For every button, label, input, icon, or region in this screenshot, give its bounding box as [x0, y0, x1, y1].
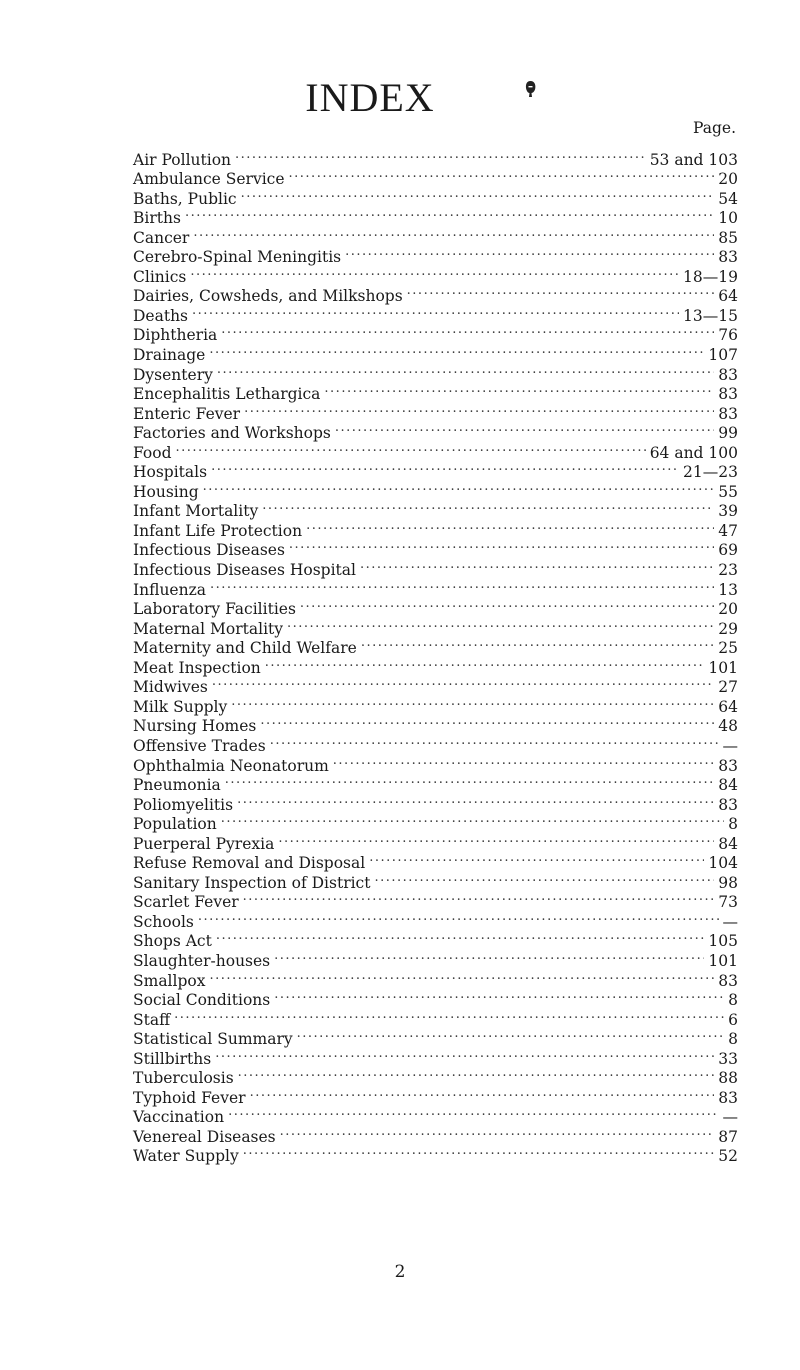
index-entry [133, 301, 738, 325]
index-entry-pages: 84 [718, 776, 738, 795]
index-entry-term: Schools [133, 912, 194, 931]
index-entry-term: Stillbirths [133, 1049, 212, 1068]
dot-leader [300, 595, 714, 615]
dot-leader [335, 419, 714, 439]
index-entry-pages: — [722, 736, 738, 755]
index-entry-pages: 47 [718, 521, 738, 540]
index-entry-pages: 23 [718, 561, 738, 580]
index-entry [133, 575, 738, 599]
index-entry-term: Hospitals [133, 463, 208, 482]
index-entry [133, 360, 738, 384]
index-entry [133, 458, 738, 482]
dot-leader [190, 262, 679, 282]
index-entry-term: Maternity and Child Welfare [133, 639, 357, 658]
index-entry-pages: 55 [718, 482, 738, 501]
dot-leader [176, 438, 646, 458]
index-entry-pages: 105 [708, 932, 738, 951]
index-entry-term: Cerebro-Spinal Meningitis [133, 248, 342, 267]
dot-leader [360, 555, 714, 575]
index-entry-term: Ophthalmia Neonatorum [133, 756, 329, 775]
index-entry-term: Scarlet Fever [133, 893, 239, 912]
index-entry-pages: 88 [718, 1069, 738, 1088]
dot-leader [407, 282, 715, 302]
index-entry-term: Infectious Diseases Hospital [133, 561, 356, 580]
index-entry-pages: 107 [708, 346, 738, 365]
index-entry-pages: 39 [718, 502, 738, 521]
index-entry [133, 438, 738, 462]
index-entry-term: Social Conditions [133, 991, 271, 1010]
index-entry-term: Smallpox [133, 971, 206, 990]
index-entry-term: Sanitary Inspection of District [133, 873, 371, 892]
dot-leader [260, 712, 714, 732]
index-entry-pages: 18—19 [683, 267, 738, 286]
index-entry [133, 1044, 738, 1068]
index-entry [133, 1064, 738, 1088]
index-entry-term: Housing [133, 482, 199, 501]
index-entry [133, 340, 738, 365]
index-entry-term: Population [133, 815, 217, 834]
index-entry-term: Staff [133, 1010, 171, 1029]
index-entry-term: Air Pollution [133, 150, 232, 169]
dot-leader [215, 1044, 714, 1064]
index-entry-term: Shops Act [133, 932, 212, 951]
index-entry [133, 262, 738, 286]
index-entry-term: Influenza [133, 580, 206, 599]
index-entry [133, 673, 738, 697]
index-entry-pages: 98 [718, 873, 738, 892]
index-entry-term: Ambulance Service [133, 170, 285, 189]
index-entry-pages: 101 [708, 951, 738, 970]
index-entry-pages: 54 [718, 189, 738, 208]
dot-leader [324, 380, 714, 400]
index-entry-pages: 83 [718, 404, 738, 423]
dot-leader [211, 458, 679, 478]
dot-leader [289, 165, 715, 185]
index-entry-term: Tuberculosis [133, 1069, 234, 1088]
index-entry-term: Poliomyelitis [133, 795, 234, 814]
index-entry-term: Laboratory Facilities [133, 600, 296, 619]
index-entry-term: Milk Supply [133, 697, 228, 716]
dot-leader [243, 888, 715, 908]
index-list [133, 145, 738, 1166]
dot-leader [289, 536, 714, 556]
dot-leader [210, 575, 714, 595]
dot-leader [274, 986, 724, 1006]
page-number: 2 [394, 1262, 406, 1282]
dot-leader [287, 614, 714, 634]
index-entry-pages: 20 [718, 170, 738, 189]
dot-leader [192, 301, 679, 321]
index-entry [133, 595, 738, 619]
index-entry-pages: 83 [718, 756, 738, 775]
index-entry-pages: 8 [728, 991, 738, 1010]
index-entry-term: Enteric Fever [133, 404, 241, 423]
dot-leader [250, 1083, 715, 1103]
dot-leader [216, 927, 705, 947]
dot-leader [193, 223, 714, 243]
dot-leader [265, 653, 705, 673]
index-entry-pages: 84 [718, 834, 738, 853]
index-entry-term: Infant Life Protection [133, 521, 303, 540]
index-entry-pages: 6 [728, 1010, 738, 1029]
index-entry-pages: 53 and 103 [649, 150, 738, 169]
index-entry-term: Drainage [133, 346, 206, 365]
index-entry-term: Statistical Summary [133, 1030, 293, 1049]
dot-leader [374, 868, 714, 888]
index-entry-pages: 27 [718, 678, 738, 697]
index-entry-pages: 8 [728, 815, 738, 834]
dot-leader [221, 810, 724, 830]
index-entry-pages: 83 [718, 971, 738, 990]
index-entry [133, 986, 738, 1010]
index-entry-pages: 83 [718, 365, 738, 384]
dot-leader [221, 321, 714, 341]
dot-leader [361, 634, 714, 654]
index-entry-term: Cancer [133, 228, 190, 247]
index-entry [133, 829, 738, 853]
index-entry-pages: 10 [718, 209, 738, 228]
dot-leader [231, 692, 714, 712]
index-entry-pages: 64 [718, 697, 738, 716]
index-entry [133, 380, 738, 404]
index-entry-pages: 83 [718, 385, 738, 404]
dot-leader [270, 731, 719, 751]
index-entry-pages: 33 [718, 1049, 738, 1068]
index-entry-term: Factories and Workshops [133, 424, 331, 443]
index-entry-pages: 83 [718, 1088, 738, 1107]
index-entry-term: Diphtheria [133, 326, 218, 345]
index-entry [133, 477, 738, 501]
dot-leader [280, 1122, 715, 1142]
dot-leader [278, 829, 714, 849]
dot-leader [209, 340, 704, 360]
index-entry-term: Infant Mortality [133, 502, 259, 521]
index-entry-pages: 64 and 100 [649, 443, 738, 462]
dot-leader [225, 771, 714, 791]
index-entry [133, 321, 738, 345]
index-entry-pages: 52 [718, 1147, 738, 1166]
index-entry-term: Venereal Diseases [133, 1127, 276, 1146]
dot-leader [203, 477, 715, 497]
index-entry-term: Puerperal Pyrexia [133, 834, 275, 853]
dot-leader [237, 790, 714, 810]
index-entry-pages: 13—15 [683, 306, 738, 325]
index-entry-term: Vaccination [133, 1108, 225, 1127]
index-entry [133, 497, 738, 521]
index-entry-pages: 73 [718, 893, 738, 912]
index-entry-pages: 8 [728, 1030, 738, 1049]
page-column-heading: Page. [693, 119, 736, 137]
index-entry-term: Maternal Mortality [133, 619, 284, 638]
ink-mark-icon [524, 80, 537, 98]
index-entry-pages: 20 [718, 600, 738, 619]
dot-leader [345, 243, 714, 263]
index-entry-pages: 99 [718, 424, 738, 443]
dot-leader [212, 673, 714, 693]
index-entry [133, 927, 738, 951]
index-entry-term: Refuse Removal and Disposal [133, 854, 366, 873]
index-entry [133, 282, 738, 306]
index-entry-pages: 87 [718, 1127, 738, 1146]
dot-leader [369, 849, 704, 869]
index-entry-pages: 13 [718, 580, 738, 599]
index-entry [133, 810, 738, 834]
index-entry-term: Pneumonia [133, 776, 221, 795]
index-entry-pages: 85 [718, 228, 738, 247]
dot-leader [306, 516, 714, 536]
dot-leader [174, 1005, 724, 1025]
index-entry [133, 243, 738, 267]
index-entry-term: Baths, Public [133, 189, 237, 208]
dot-leader [241, 184, 715, 204]
index-entry [133, 1025, 738, 1049]
index-entry [133, 946, 738, 970]
dot-leader [244, 399, 714, 419]
dot-leader [235, 145, 646, 165]
index-entry-pages: 29 [718, 619, 738, 638]
dot-leader [297, 1025, 725, 1045]
index-entry-pages: 101 [708, 658, 738, 677]
index-entry-pages: 83 [718, 795, 738, 814]
index-entry-term: Slaughter-houses [133, 951, 271, 970]
index-entry-pages: 104 [708, 854, 738, 873]
index-entry-pages: 21—23 [683, 463, 738, 482]
index-entry [133, 966, 738, 990]
index-entry [133, 145, 738, 169]
index-entry [133, 1005, 738, 1029]
index-entry-pages: 69 [718, 541, 738, 560]
index-entry-term: Midwives [133, 678, 208, 697]
index-entry-term: Dairies, Cowsheds, and Milkshops [133, 287, 403, 306]
index-title: INDEX [305, 75, 435, 120]
dot-leader [243, 1142, 715, 1162]
index-entry-term: Food [133, 443, 172, 462]
index-entry [133, 223, 738, 247]
dot-leader [333, 751, 714, 771]
index-entry [133, 692, 738, 716]
index-entry-term: Deaths [133, 306, 189, 325]
dot-leader [185, 204, 714, 224]
dot-leader [198, 907, 719, 927]
dot-leader [274, 946, 704, 966]
index-entry-term: Clinics [133, 267, 187, 286]
index-entry-term: Meat Inspection [133, 658, 261, 677]
index-entry-pages: 64 [718, 287, 738, 306]
dot-leader [217, 360, 714, 380]
index-entry-term: Water Supply [133, 1147, 239, 1166]
index-entry-pages: 83 [718, 248, 738, 267]
index-entry-pages: — [722, 1108, 738, 1127]
index-entry-term: Births [133, 209, 181, 228]
index-entry-term: Offensive Trades [133, 736, 266, 755]
index-entry [133, 907, 738, 931]
dot-leader [238, 1064, 715, 1084]
index-entry-term: Nursing Homes [133, 717, 257, 736]
index-entry-pages: 25 [718, 639, 738, 658]
index-entry [133, 204, 738, 228]
dot-leader [262, 497, 714, 517]
index-entry-pages: 48 [718, 717, 738, 736]
dot-leader [228, 1103, 718, 1123]
index-entry-term: Infectious Diseases [133, 541, 285, 560]
index-entry-term: Encephalitis Lethargica [133, 385, 321, 404]
index-entry-term: Dysentery [133, 365, 213, 384]
dot-leader [209, 966, 714, 986]
index-entry-term: Typhoid Fever [133, 1088, 246, 1107]
index-entry-pages: — [722, 912, 738, 931]
index-entry-pages: 76 [718, 326, 738, 345]
